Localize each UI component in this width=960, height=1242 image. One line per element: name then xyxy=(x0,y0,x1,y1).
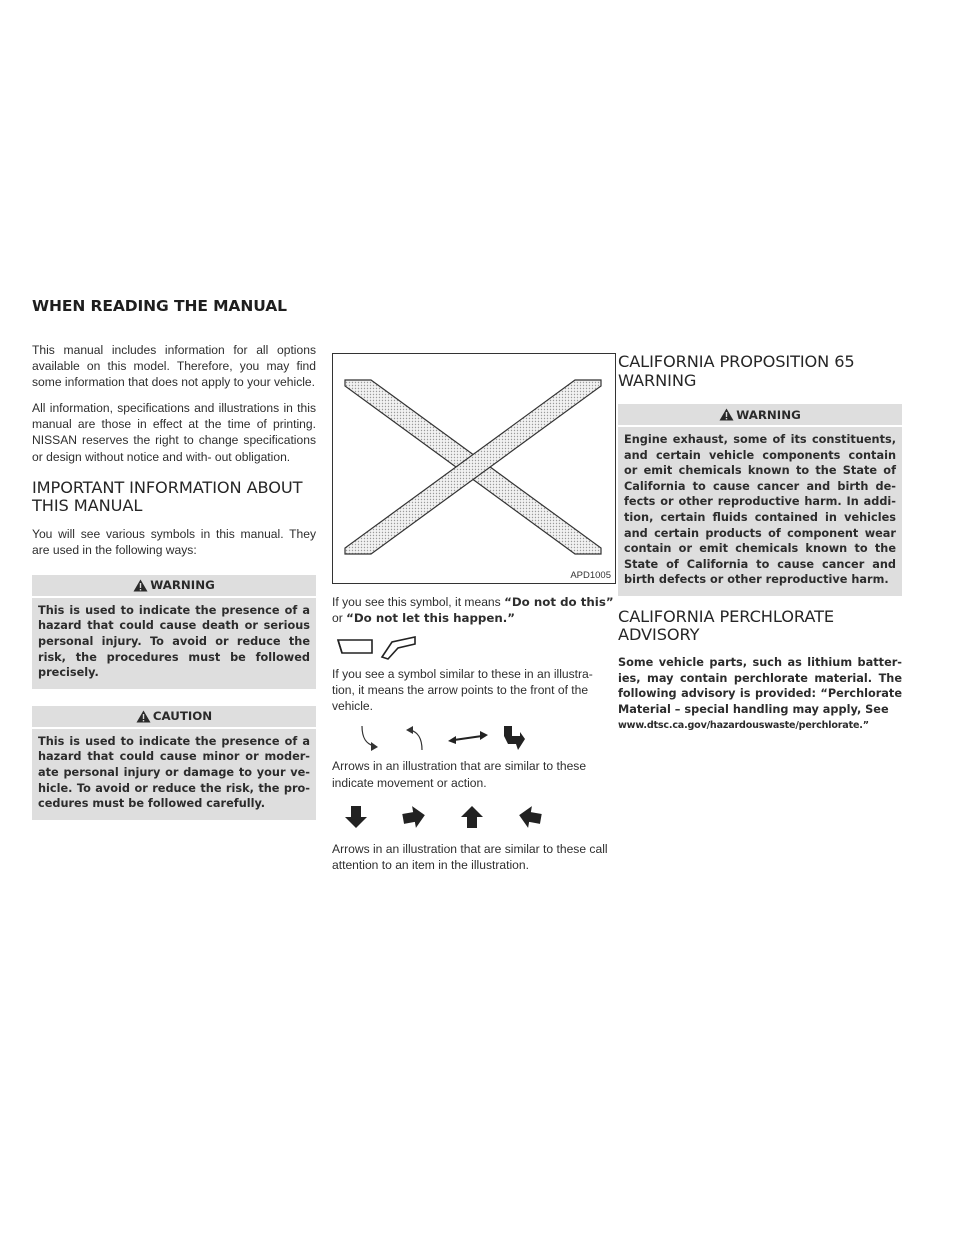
column-middle xyxy=(332,342,616,883)
perchlorate-advisory xyxy=(618,655,902,734)
warning-text: This is used to indicate the presence of a hazard that could cause death or serious personal injury. To avoid or reduce the risk, the procedures must be followed precisely. xyxy=(38,603,310,680)
prop65-heading: CALIFORNIA PROPOSITION 65 WARNING xyxy=(618,352,855,390)
x-symbol-icon xyxy=(333,354,614,582)
prop65-warning-header xyxy=(618,404,902,427)
attention-arrow-text: Arrows in an illustration that are similar to these call attention to an item in the illustration. xyxy=(332,841,608,872)
arrow-up-icon xyxy=(460,805,484,829)
front-arrow-angled-icon xyxy=(378,634,418,660)
intro-paragraph-1: This manual includes information for all options available on this model. Therefore, you may find some information that does not apply to your vehicle. xyxy=(32,343,316,390)
caution-triangle-icon xyxy=(136,710,151,723)
arrow-down-icon xyxy=(344,805,368,829)
x-symbol-prefix: If you see this symbol, it means xyxy=(332,595,505,609)
warning-box xyxy=(32,575,316,689)
figure-code: APD1005 xyxy=(570,570,611,581)
caution-text: This is used to indicate the presence of a hazard that could cause minor or moder- ate personal injury or damage to your ve- hicle. To avoid or reduce the risk, the pro- cedures must be followed carefully. xyxy=(38,734,310,811)
intro-paragraph-2: All information, specifications and illustrations in this manual are those in effect at the time of printing. NISSAN reserves the right to change specifications or design without notice and with- out obligation. xyxy=(32,401,316,464)
x-symbol-text xyxy=(332,594,616,626)
warning-label: WARNING xyxy=(150,578,215,593)
prop65-warning-box xyxy=(618,404,902,596)
important-heading: IMPORTANT INFORMATION ABOUT THIS MANUAL xyxy=(32,477,303,516)
section-title: WHEN READING THE MANUAL xyxy=(32,297,287,315)
caution-label: CAUTION xyxy=(152,709,213,724)
caution-box xyxy=(32,706,316,820)
x-symbol-quote-1: “Do not do this” xyxy=(504,595,614,609)
curved-arrow-up-icon xyxy=(404,724,426,752)
do-not-figure xyxy=(332,353,616,584)
arrow-right-icon xyxy=(402,805,426,829)
prop65-warning-label: WARNING xyxy=(736,407,801,422)
perchlorate-url: www.dtsc.ca.gov/hazardouswaste/perchlorate.” xyxy=(618,720,869,732)
x-symbol-or: or xyxy=(332,611,347,626)
caution-header xyxy=(32,706,316,729)
bent-arrow-icon xyxy=(498,724,526,752)
arrow-left-icon xyxy=(518,805,542,829)
column-right xyxy=(618,342,902,734)
front-arrow-text: If you see a symbol similar to these in an illustra- tion, it means the arrow points to the front of the vehicle. xyxy=(332,667,593,714)
curved-arrow-down-icon xyxy=(358,724,380,752)
prop65-warning-text: Engine exhaust, some of its constituents, and certain vehicle components contain or emit chemicals known to the State of California to cause cancer and birth de- fects or other reproductive harm. In addi- tion, certain fluids contained in vehicles and certain products of component wear contain or emit chemicals known to the State of California to cause cancer and birth defects or other reproductive harm. xyxy=(624,433,896,587)
prop65-warning-triangle-icon xyxy=(719,408,734,421)
warning-header xyxy=(32,575,316,598)
double-arrow-icon xyxy=(448,730,488,746)
front-arrow-icon xyxy=(336,636,374,658)
column-left xyxy=(32,342,316,832)
perchlorate-heading: CALIFORNIA PERCHLORATE ADVISORY xyxy=(618,606,834,645)
movement-arrow-text: Arrows in an illustration that are similar to these indicate movement or action. xyxy=(332,759,587,790)
attention-arrows-row xyxy=(344,805,616,829)
front-arrows-row xyxy=(336,634,616,660)
symbols-intro: You will see various symbols in this manual. They are used in the following ways: xyxy=(32,526,316,557)
perchlorate-text: Some vehicle parts, such as lithium batter- ies, may contain perchlorate material. The following advisory is provided: “Perchlorate Material – special handling may apply, See xyxy=(618,655,902,716)
movement-arrows-row xyxy=(358,724,616,752)
x-symbol-quote-2: “Do not let this happen.” xyxy=(346,611,516,626)
warning-triangle-icon xyxy=(133,579,148,592)
